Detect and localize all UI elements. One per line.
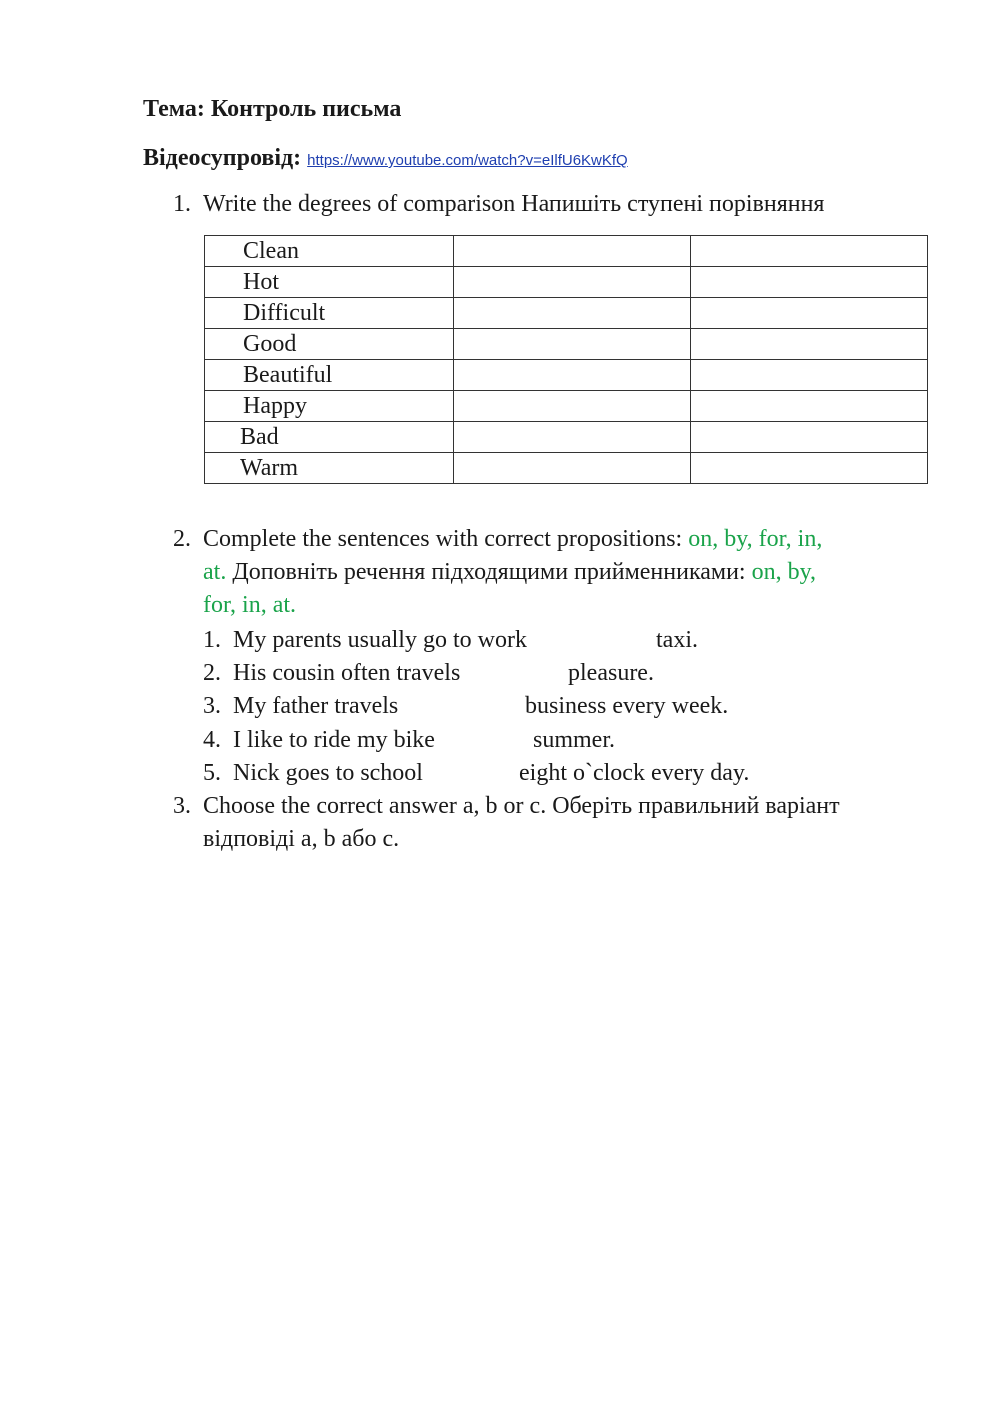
table-row (205, 236, 928, 267)
sentence-before: I like to ride my bike (233, 727, 435, 753)
superlative-cell[interactable] (690, 236, 927, 267)
superlative-cell[interactable] (690, 329, 927, 360)
video-link[interactable]: https://www.youtube.com/watch?v=eIlfU6KwKfQ (307, 152, 628, 169)
table-word: Warm (205, 453, 454, 484)
sentence-number: 4. (203, 727, 221, 753)
video-label: Відеосупровід: (143, 145, 302, 171)
comparative-cell[interactable] (453, 329, 690, 360)
comparative-cell[interactable] (453, 360, 690, 391)
table-row (205, 298, 928, 329)
superlative-cell[interactable] (690, 267, 927, 298)
comparative-cell[interactable] (453, 236, 690, 267)
task3-line1: Choose the correct answer a, b or c. Оберіть правильний варіант (203, 793, 840, 819)
superlative-cell[interactable] (690, 391, 927, 422)
table-row (205, 267, 928, 298)
task2-number: 2. (173, 526, 191, 552)
task2-prepositions-ua-cont: for, in, at. (203, 592, 297, 618)
task3-number: 3. (173, 793, 191, 819)
task2-prepositions-cont: at. (203, 559, 227, 585)
video-line (143, 145, 628, 172)
table-word: Bad (205, 422, 454, 453)
task1-number: 1. (173, 191, 191, 217)
superlative-cell[interactable] (690, 422, 927, 453)
sentence-number: 3. (203, 693, 221, 719)
task2-instruction-ua: Доповніть речення підходящими прийменниками: (226, 559, 752, 585)
task2-line2 (203, 556, 816, 589)
table-row (205, 422, 928, 453)
superlative-cell[interactable] (690, 453, 927, 484)
table-word: Clean (205, 236, 454, 267)
comparative-cell[interactable] (453, 453, 690, 484)
sentence-before: My father travels (233, 693, 399, 719)
task1-heading (173, 188, 824, 221)
sentence-after: taxi. (656, 627, 698, 653)
comparative-cell[interactable] (453, 298, 690, 329)
superlative-cell[interactable] (690, 298, 927, 329)
superlative-cell[interactable] (690, 360, 927, 391)
page-title: Тема: Контроль письма (143, 96, 402, 122)
comparative-cell[interactable] (453, 422, 690, 453)
task2-prepositions: on, by, for, in, (688, 526, 823, 552)
table-word: Hot (205, 267, 454, 298)
table-word: Good (205, 329, 454, 360)
sentence-after: business every week. (525, 693, 729, 719)
table-word: Happy (205, 391, 454, 422)
comparative-cell[interactable] (453, 391, 690, 422)
sentence-before: Nick goes to school (233, 760, 423, 786)
task2-line1 (203, 523, 822, 556)
table-row (205, 391, 928, 422)
task3-line2: відповіді a, b або c. (203, 826, 400, 852)
sentence-after: pleasure. (568, 660, 654, 686)
task2-line3 (203, 589, 296, 622)
task1-text: Write the degrees of comparison Напишіть ступені порівняння (203, 191, 825, 217)
sentence-after: summer. (533, 727, 615, 753)
sentence-before: My parents usually go to work (233, 627, 527, 653)
sentence-number: 2. (203, 660, 221, 686)
task2-instruction: Complete the sentences with correct propositions: (203, 526, 689, 552)
table-word: Beautiful (205, 360, 454, 391)
comparative-cell[interactable] (453, 267, 690, 298)
table-row (205, 453, 928, 484)
sentence-number: 5. (203, 760, 221, 786)
comparison-table (204, 235, 928, 484)
table-row (205, 360, 928, 391)
task2-prepositions-ua: on, by, (751, 559, 817, 585)
sentence-number: 1. (203, 627, 221, 653)
table-row (205, 329, 928, 360)
sentence-before: His cousin often travels (233, 660, 461, 686)
table-word: Difficult (205, 298, 454, 329)
sentence-after: eight o`clock every day. (519, 760, 750, 786)
